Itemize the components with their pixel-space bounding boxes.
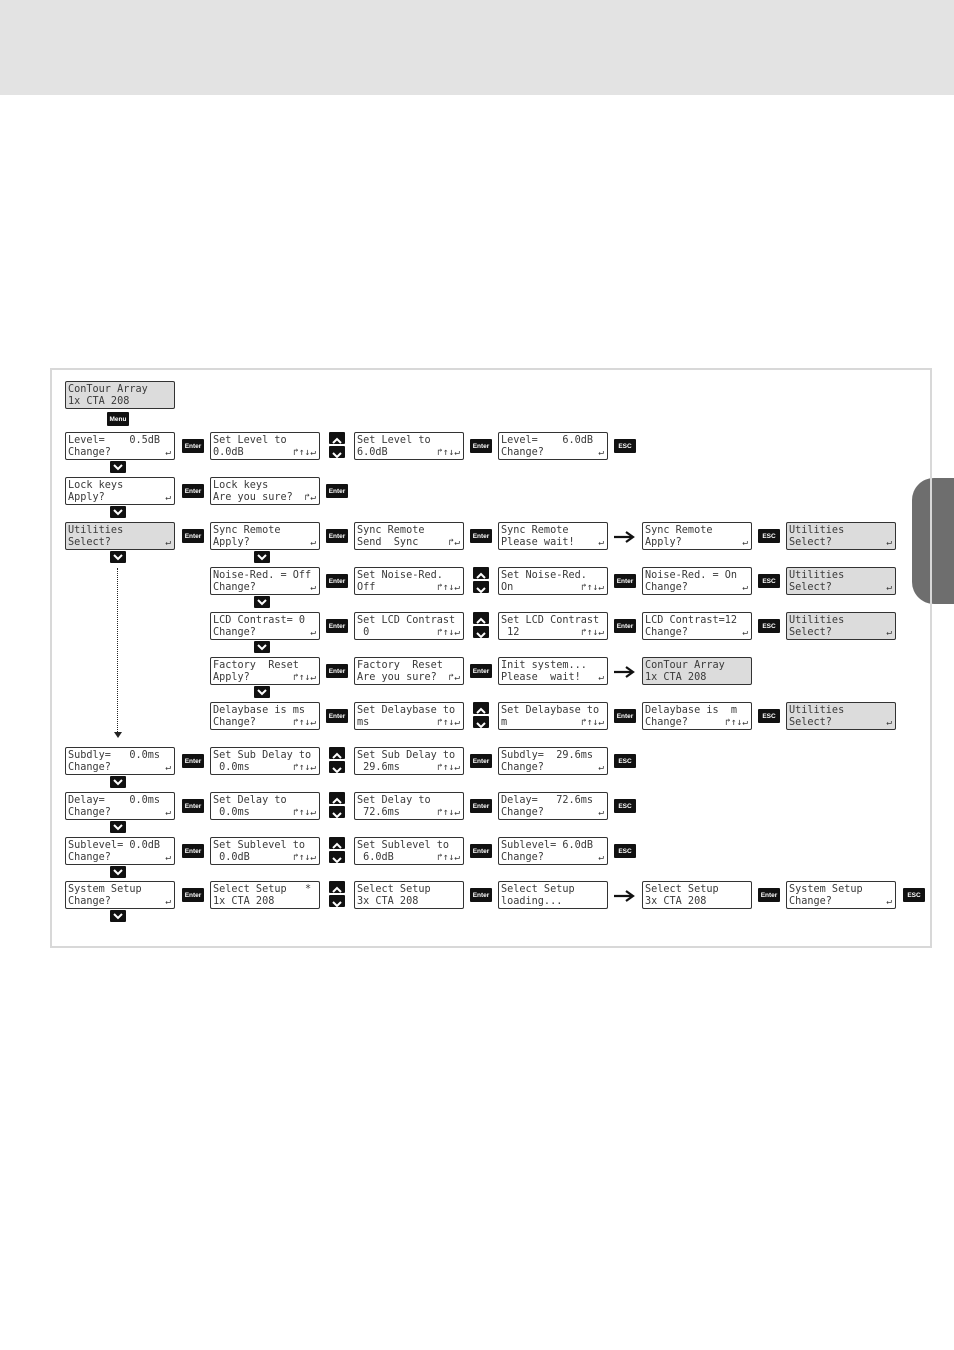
lcd-line-1: Subdly= 0.0ms [68,750,161,761]
chevron-down-icon [254,551,270,563]
lcd-line-2: Send Sync [357,536,419,548]
lcd-line-2: ms [357,716,370,728]
lcd-key-hint-icon: ↱↑↓↵ [293,807,316,818]
lcd-line-2: Apply? [213,536,250,548]
lcd-line-2: 12 [501,626,520,638]
lcd-line-1: Set Sublevel to [357,840,450,851]
lcd-key-hint-icon: ↵ [165,762,171,773]
lcd-line-2: Change? [789,895,832,907]
lcd-line-2: 3x CTA 208 [645,895,707,907]
menu-button: Menu [107,412,129,426]
esc-button: ESC [758,574,780,588]
lcd-line-2: Change? [68,806,111,818]
menu-flow-diagram-frame [50,368,932,948]
lcd-utilities [65,522,175,550]
lcd-line-2: Are you sure? [213,491,293,503]
lcd-line-2: Change? [501,851,544,863]
lcd-lock-keys [65,477,175,505]
enter-button: Enter [182,888,204,902]
lcd-key-hint-icon: ↵ [886,582,892,593]
lcd-line-2: Change? [68,761,111,773]
enter-button: Enter [182,529,204,543]
lcd-sync-send [354,522,464,550]
chevron-down-icon [110,910,126,922]
enter-button: Enter [470,844,492,858]
esc-button: ESC [758,619,780,633]
lcd-subdly [65,747,175,775]
lcd-line-2: 1x CTA 208 [645,671,707,683]
lcd-line-1: System Setup [789,884,863,895]
esc-button: ESC [614,439,636,453]
lcd-line-1: Utilities [789,705,845,716]
lcd-line-2: Change? [645,626,688,638]
lcd-select-setup-loading [498,881,608,909]
chevron-down-icon [254,596,270,608]
lcd-key-hint-icon: ↵ [742,537,748,548]
lcd-line-1: Set Sublevel to [213,840,306,851]
lcd-key-hint-icon: ↵ [165,807,171,818]
lcd-key-hint-icon: ↱↑↓↵ [293,672,316,683]
lcd-line-2: Apply? [645,536,682,548]
enter-button: Enter [182,844,204,858]
lcd-line-2: 6.0dB [357,851,394,863]
lcd-line-2: Select? [789,536,832,548]
lcd-key-hint-icon: ↱↑↓↵ [725,717,748,728]
lcd-set-sublevel-new [354,837,464,865]
enter-button: Enter [326,574,348,588]
lcd-delaybase-new [642,702,752,730]
enter-button: Enter [182,754,204,768]
lcd-line-1: Select Setup [501,884,575,895]
lcd-select-setup-new [354,881,464,909]
lcd-contrast-new [642,612,752,640]
lcd-line-1: Set Delaybase to [501,705,600,716]
chevron-down-icon [110,551,126,563]
lcd-line-2: 6.0dB [357,446,388,458]
lcd-line-2: Change? [645,716,688,728]
lcd-line-2: 72.6ms [357,806,400,818]
lcd-key-hint-icon: ↵ [598,672,604,683]
lcd-set-delaybase-new [498,702,608,730]
lcd-key-hint-icon: ↵ [886,537,892,548]
lcd-line-2: Change? [645,581,688,593]
enter-button: Enter [470,664,492,678]
lcd-key-hint-icon: ↱↑↓↵ [437,717,460,728]
lcd-utilities-return [786,522,896,550]
lcd-line-2: Change? [501,446,544,458]
lcd-line-2: Select? [789,716,832,728]
lcd-line-1: Select Setup [357,884,431,895]
lcd-key-hint-icon: ↱↵ [448,537,460,548]
lcd-line-2: Change? [213,626,256,638]
lcd-line-1: Delay= 72.6ms [501,795,594,806]
lcd-line-2: m [501,716,508,728]
lcd-delay-new [498,792,608,820]
lcd-select-setup-done [642,881,752,909]
lcd-line-2: Change? [501,761,544,773]
lcd-line-1: System Setup [68,884,142,895]
lcd-factory-reset-confirm [354,657,464,685]
lcd-key-hint-icon: ↱↑↓↵ [437,627,460,638]
up-down-keys-icon [329,881,345,907]
lcd-line-1: Sublevel= 0.0dB [68,840,161,851]
lcd-key-hint-icon: ↵ [742,582,748,593]
lcd-set-level-new [354,432,464,460]
lcd-key-hint-icon: ↱↑↓↵ [437,582,460,593]
esc-button: ESC [614,799,636,813]
lcd-noise-red [210,567,320,595]
esc-button: ESC [758,709,780,723]
lcd-line-1: Set Noise-Red. [501,570,587,581]
enter-button: Enter [470,529,492,543]
lcd-line-1: Set Delay to [357,795,431,806]
lcd-line-1: Sync Remote [645,525,713,536]
lcd-line-1: Set Delay to [213,795,287,806]
lcd-key-hint-icon: ↵ [598,762,604,773]
lcd-key-hint-icon: ↵ [886,627,892,638]
lcd-sync-remote [210,522,320,550]
enter-button: Enter [470,888,492,902]
lcd-set-noise-red-on [498,567,608,595]
lcd-key-hint-icon: ↵ [165,492,171,503]
lcd-set-sublevel [210,837,320,865]
lcd-key-hint-icon: ↱↑↓↵ [293,852,316,863]
lcd-line-1: Sync Remote [213,525,281,536]
lcd-line-1: Level= 0.5dB [68,435,161,446]
lcd-line-1: Set LCD Contrast [357,615,456,626]
lcd-line-1: Utilities [789,570,845,581]
lcd-line-2: Change? [213,716,256,728]
esc-button: ESC [614,754,636,768]
lcd-line-2: Change? [68,895,111,907]
lcd-line-1: Set Sub Delay to [213,750,312,761]
lcd-line-2: 29.6ms [357,761,400,773]
chevron-down-icon [110,461,126,473]
lcd-line-2: Change? [501,806,544,818]
lcd-set-noise-red [354,567,464,595]
lcd-key-hint-icon: ↵ [598,537,604,548]
lcd-line-2: loading... [501,895,563,907]
lcd-key-hint-icon: ↱↑↓↵ [293,447,316,458]
lcd-contrast [210,612,320,640]
lcd-line-2: On [501,581,514,593]
arrow-right-icon [613,888,635,902]
up-down-keys-icon [329,747,345,773]
lcd-key-hint-icon: ↵ [598,852,604,863]
enter-button: Enter [326,709,348,723]
lcd-line-1: LCD Contrast=12 [645,615,738,626]
lcd-line-1: Utilities [789,525,845,536]
lcd-sync-done [642,522,752,550]
lcd-line-1: Utilities [789,615,845,626]
enter-button: Enter [182,439,204,453]
enter-button: Enter [326,529,348,543]
chevron-down-icon [254,641,270,653]
lcd-system-setup [65,881,175,909]
lcd-key-hint-icon: ↵ [165,447,171,458]
lcd-line-1: Lock keys [213,480,269,491]
lcd-line-2: Apply? [213,671,250,683]
arrow-right-icon [613,664,635,678]
lcd-key-hint-icon: ↱↵ [448,672,460,683]
up-down-keys-icon [473,567,489,593]
lcd-level [65,432,175,460]
lcd-line-1: ConTour Array [68,384,148,395]
lcd-line-2: 3x CTA 208 [357,895,419,907]
lcd-key-hint-icon: ↱↵ [304,492,316,503]
lcd-line-1: Set Delaybase to [357,705,456,716]
lcd-line-1: Level= 6.0dB [501,435,594,446]
enter-button: Enter [758,888,780,902]
enter-button: Enter [326,664,348,678]
dotted-connector-arrowhead [114,732,122,738]
lcd-key-hint-icon: ↱↑↓↵ [293,717,316,728]
up-down-keys-icon [329,837,345,863]
lcd-key-hint-icon: ↵ [598,807,604,818]
chevron-down-icon [110,866,126,878]
lcd-key-hint-icon: ↵ [742,627,748,638]
lcd-line-1: Factory Reset [357,660,443,671]
enter-button: Enter [614,574,636,588]
lcd-noise-red-on [642,567,752,595]
lcd-line-2: Select? [789,581,832,593]
lcd-set-subdly-new [354,747,464,775]
lcd-key-hint-icon: ↵ [310,582,316,593]
lcd-factory-reset [210,657,320,685]
arrow-right-icon [613,529,635,543]
lcd-lock-keys-confirm [210,477,320,505]
up-down-keys-icon [473,612,489,638]
lcd-key-hint-icon: ↵ [886,896,892,907]
lcd-line-1: LCD Contrast= 0 [213,615,306,626]
lcd-line-2: Are you sure? [357,671,437,683]
lcd-key-hint-icon: ↵ [165,537,171,548]
enter-button: Enter [470,799,492,813]
lcd-key-hint-icon: ↱↑↓↵ [437,447,460,458]
lcd-line-1: Set Level to [357,435,431,446]
lcd-level-new [498,432,608,460]
lcd-line-2: Off [357,581,376,593]
lcd-line-1: Select Setup [645,884,719,895]
lcd-line-1: Lock keys [68,480,124,491]
enter-button: Enter [614,709,636,723]
lcd-delaybase [210,702,320,730]
lcd-line-1: Delay= 0.0ms [68,795,161,806]
lcd-line-1: Sync Remote [357,525,425,536]
lcd-key-hint-icon: ↱↑↓↵ [581,627,604,638]
lcd-line-2: Apply? [68,491,105,503]
enter-button: Enter [614,619,636,633]
lcd-key-hint-icon: ↵ [886,717,892,728]
lcd-line-2: Select? [68,536,111,548]
lcd-line-2: Please wait! [501,536,575,548]
lcd-line-1: Set LCD Contrast [501,615,600,626]
enter-button: Enter [326,619,348,633]
lcd-line-2: 0.0ms [213,761,250,773]
lcd-key-hint-icon: ↵ [165,896,171,907]
chevron-down-icon [110,821,126,833]
lcd-sync-wait [498,522,608,550]
lcd-line-2: 1x CTA 208 [68,395,130,407]
lcd-line-2: 0.0dB [213,446,244,458]
chevron-down-icon [110,776,126,788]
lcd-start-return [642,657,752,685]
lcd-line-1: Set Level to [213,435,287,446]
lcd-line-1: Factory Reset [213,660,299,671]
up-down-keys-icon [329,792,345,818]
up-down-keys-icon [329,432,345,458]
lcd-line-1: Subdly= 29.6ms [501,750,594,761]
lcd-select-setup [210,881,320,909]
lcd-line-2: Select? [789,626,832,638]
lcd-line-2: 0.0ms [213,806,250,818]
lcd-key-hint-icon: ↵ [310,627,316,638]
lcd-utilities-return [786,612,896,640]
lcd-key-hint-icon: ↱↑↓↵ [437,852,460,863]
enter-button: Enter [182,799,204,813]
lcd-line-1: Set Noise-Red. [357,570,443,581]
lcd-sublevel [65,837,175,865]
lcd-line-1: Delaybase is ms [213,705,306,716]
lcd-set-delay [210,792,320,820]
lcd-set-subdly [210,747,320,775]
lcd-line-1: Utilities [68,525,124,536]
lcd-key-hint-icon: ↱↑↓↵ [437,762,460,773]
lcd-line-1: Set Sub Delay to [357,750,456,761]
lcd-subdly-new [498,747,608,775]
chevron-down-icon [110,506,126,518]
dotted-connector [117,568,118,736]
lcd-key-hint-icon: ↱↑↓↵ [437,807,460,818]
lcd-system-setup-return [786,881,896,909]
lcd-line-2: Change? [213,581,256,593]
lcd-set-contrast [354,612,464,640]
lcd-line-1: Sublevel= 6.0dB [501,840,594,851]
lcd-sublevel-new [498,837,608,865]
enter-button: Enter [470,439,492,453]
esc-button: ESC [903,888,925,902]
esc-button: ESC [758,529,780,543]
enter-button: Enter [182,484,204,498]
lcd-set-contrast-new [498,612,608,640]
lcd-line-2: Change? [68,851,111,863]
lcd-line-2: Change? [68,446,111,458]
lcd-line-2: 1x CTA 208 [213,895,275,907]
lcd-set-delay-new [354,792,464,820]
lcd-set-level [210,432,320,460]
up-down-keys-icon [473,702,489,728]
esc-button: ESC [614,844,636,858]
lcd-line-1: Select Setup * [213,884,312,895]
lcd-line-2: Please wait! [501,671,581,683]
lcd-key-hint-icon: ↵ [165,852,171,863]
enter-button: Enter [326,484,348,498]
lcd-key-hint-icon: ↱↑↓↵ [581,717,604,728]
lcd-line-1: Noise-Red. = Off [213,570,312,581]
lcd-key-hint-icon: ↱↑↓↵ [581,582,604,593]
lcd-line-2: 0.0dB [213,851,250,863]
lcd-start [65,381,175,409]
lcd-key-hint-icon: ↱↑↓↵ [293,762,316,773]
chevron-down-icon [254,686,270,698]
lcd-init-system [498,657,608,685]
lcd-delay [65,792,175,820]
lcd-key-hint-icon: ↵ [598,447,604,458]
lcd-line-1: Delaybase is m [645,705,738,716]
lcd-utilities-return [786,567,896,595]
lcd-key-hint-icon: ↵ [310,537,316,548]
lcd-line-1: ConTour Array [645,660,725,671]
lcd-set-delaybase [354,702,464,730]
lcd-line-1: Sync Remote [501,525,569,536]
lcd-utilities-return [786,702,896,730]
header-bar [0,0,954,95]
enter-button: Enter [470,754,492,768]
lcd-line-2: 0 [357,626,370,638]
lcd-line-1: Init system... [501,660,587,671]
lcd-line-1: Noise-Red. = On [645,570,738,581]
